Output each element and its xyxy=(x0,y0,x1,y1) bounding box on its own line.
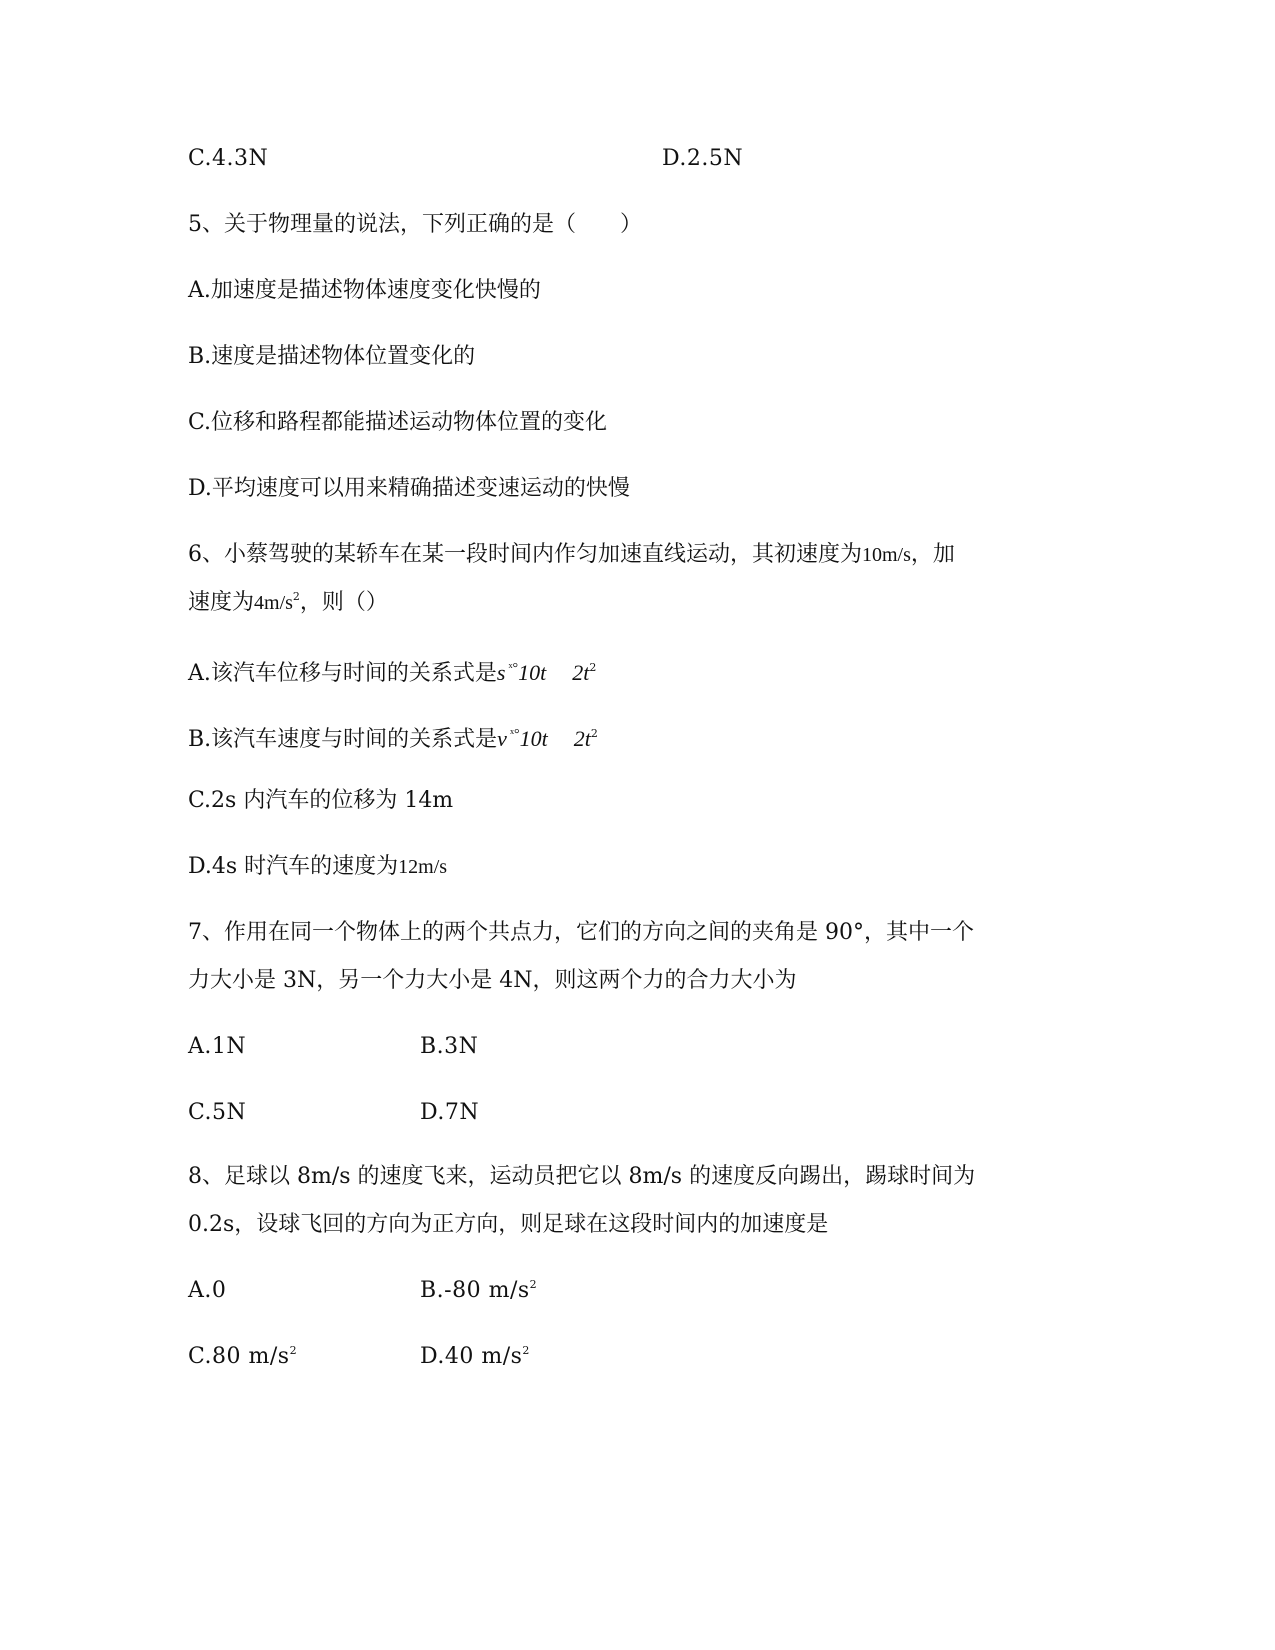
q6-acceleration-exp: 2 xyxy=(292,590,300,603)
q6-option-b-var: v xyxy=(497,726,507,751)
q5-stem: 5、关于物理量的说法，下列正确的是（ ） xyxy=(188,212,642,237)
q6-option-c: C.2s 内汽车的位移为 14m xyxy=(188,788,454,813)
q8-option-a: A.0 xyxy=(188,1278,227,1303)
q8-option-c-exp: 2 xyxy=(289,1344,298,1357)
q5-option-c: C.位移和路程都能描述运动物体位置的变化 xyxy=(188,410,608,435)
q6-option-a xyxy=(188,654,596,689)
q5-option-b: B.速度是描述物体位置变化的 xyxy=(188,344,476,369)
q6-option-a-exp: 2 xyxy=(589,661,597,674)
q6-option-b-expr1: 10t xyxy=(519,726,548,751)
q6-option-a-expr2: 2t xyxy=(572,660,590,685)
q6-stem-line1-text: 6、小蔡驾驶的某轿车在某一段时间内作匀加速直线运动，其初速度为 xyxy=(188,542,862,567)
q8-option-b-exp: 2 xyxy=(529,1278,538,1291)
q6-stem-line1-tail: ，加 xyxy=(910,542,955,567)
q7-option-b: B.3N xyxy=(420,1034,479,1059)
q6-stem-line2-text: 速度为 xyxy=(188,590,255,615)
q6-option-a-text: A.该汽车位移与时间的关系式是 xyxy=(188,661,497,686)
q6-stem-line1 xyxy=(188,540,955,570)
q7-option-a: A.1N xyxy=(188,1034,247,1059)
q8-option-d xyxy=(420,1342,530,1372)
q6-option-a-mark: ˣ° xyxy=(508,661,519,676)
q4-option-c: C.4.3N xyxy=(188,146,269,171)
q6-option-b-mark: ˣ° xyxy=(509,727,520,742)
q6-option-a-expr1: 10t xyxy=(518,660,547,685)
q6-option-d xyxy=(188,852,447,882)
q7-option-d: D.7N xyxy=(420,1100,480,1125)
q6-option-b-expr2: 2t xyxy=(573,726,591,751)
q7-option-c: C.5N xyxy=(188,1100,247,1125)
q8-option-c xyxy=(188,1342,297,1372)
q6-option-b xyxy=(188,720,598,755)
q8-option-b xyxy=(420,1276,537,1306)
q8-option-b-text: B.-80 m/s xyxy=(420,1278,530,1303)
q8-stem-line1: 8、足球以 8m/s 的速度飞来，运动员把它以 8m/s 的速度反向踢出，踢球时间为 xyxy=(188,1164,976,1189)
q4-option-d: D.2.5N xyxy=(662,146,744,171)
q6-option-a-var: s xyxy=(496,660,506,685)
q6-initial-velocity: 10m/s xyxy=(862,544,911,566)
q6-option-b-text: B.该汽车速度与时间的关系式是 xyxy=(188,727,498,752)
q8-option-d-text: D.40 m/s xyxy=(420,1344,523,1369)
q6-option-d-text: D.4s 时汽车的速度为 xyxy=(188,854,399,879)
q7-stem-line1: 7、作用在同一个物体上的两个共点力，它们的方向之间的夹角是 90°，其中一个 xyxy=(188,920,974,945)
q7-stem-line2: 力大小是 3N，另一个力大小是 4N，则这两个力的合力大小为 xyxy=(188,968,797,993)
q6-option-b-exp: 2 xyxy=(590,727,598,740)
q8-option-d-exp: 2 xyxy=(522,1344,530,1357)
q8-option-c-text: C.80 m/s xyxy=(188,1344,290,1369)
q6-acceleration: 4m/s xyxy=(254,592,293,614)
q6-option-d-value: 12m/s xyxy=(398,856,448,878)
q6-stem-line2-tail: ，则（） xyxy=(299,590,388,615)
q5-option-d: D.平均速度可以用来精确描述变速运动的快慢 xyxy=(188,476,630,501)
q8-stem-line2: 0.2s，设球飞回的方向为正方向，则足球在这段时间内的加速度是 xyxy=(188,1212,829,1237)
q5-option-a: A.加速度是描述物体速度变化快慢的 xyxy=(188,278,541,303)
q6-stem-line2 xyxy=(188,588,388,618)
